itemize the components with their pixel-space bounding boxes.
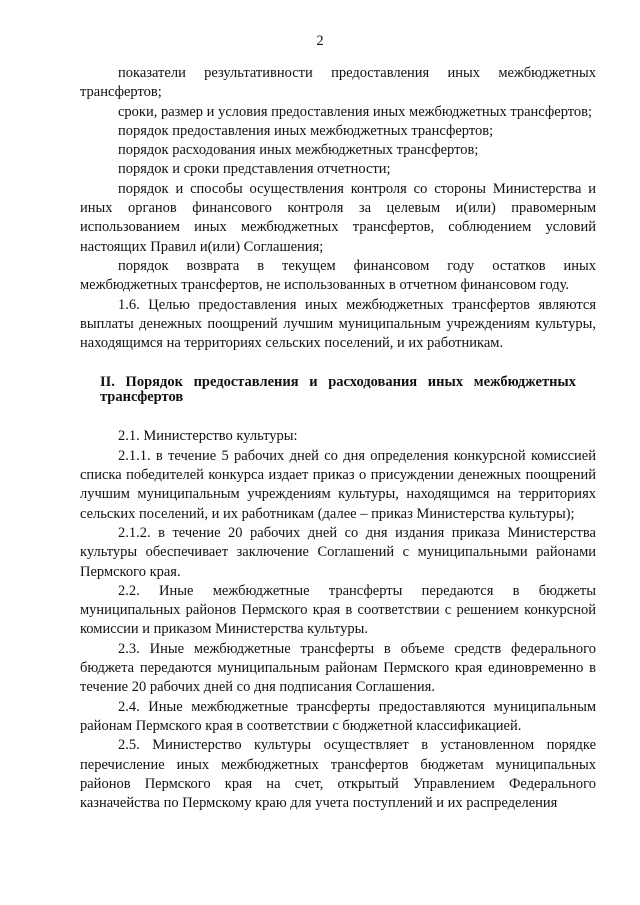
document-body <box>80 64 596 813</box>
paragraph: 2.2. Иные межбюджетные трансферты передаются в бюджеты муниципальных районов Пермского края в соответствии с решением конкурсной комиссии и приказом Министерства культуры. <box>80 582 596 638</box>
section-heading: II. Порядок предоставления и расходования иных межбюджетных трансфертов <box>100 374 576 406</box>
paragraph: порядок предоставления иных межбюджетных трансфертов; <box>118 122 494 139</box>
paragraph: 2.1. Министерство культуры: <box>118 428 298 445</box>
paragraph: порядок возврата в текущем финансовом году остатков иных межбюджетных трансфертов, не использованных в отчетном финансовом году. <box>80 257 596 294</box>
paragraph: порядок и сроки представления отчетности; <box>118 161 391 178</box>
paragraph: 2.3. Иные межбюджетные трансферты в объеме средств федерального бюджета передаются муниципальным районам Пермского края единовременно в течение 20 рабочих дней со дня подписания Соглашения. <box>80 640 596 696</box>
paragraph: показатели результативности предоставления иных межбюджетных трансфертов; <box>80 65 596 101</box>
page-number: 2 <box>316 33 324 49</box>
paragraph: 2.1.2. в течение 20 рабочих дней со дня издания приказа Министерства культуры обеспечивает заключение Соглашений с муниципальными районами Пермского края. <box>80 524 596 580</box>
paragraph: 2.1.1. в течение 5 рабочих дней со дня определения конкурсной комиссией списка победителей конкурса издает приказ о присуждении денежных поощрений лучшим муниципальным учреждениям культуры, находящимся на территориях сельских поселений, и их работникам (далее – приказ Министерства культуры); <box>80 447 596 522</box>
paragraph: 2.5. Министерство культуры осуществляет в установленном порядке перечисление иных межбюджетных трансфертов бюджетам муниципальных районов Пермского края на счет, открытый Управлением Федерального казначейства по Пермскому краю для учета поступлений и их распределения <box>80 737 596 812</box>
paragraph: порядок и способы осуществления контроля со стороны Министерства и иных органов финансового контроля за целевым и(или) правомерным использованием иных межбюджетных трансфертов, соблюдением условий настоящих Правил и(или) Соглашения; <box>80 180 596 255</box>
paragraph: сроки, размер и условия предоставления иных межбюджетных трансфертов; <box>118 103 593 120</box>
paragraph: 2.4. Иные межбюджетные трансферты предоставляются муниципальным районам Пермского края в соответствии с бюджетной классификацией. <box>80 698 596 734</box>
paragraph: 1.6. Целью предоставления иных межбюджетных трансфертов являются выплаты денежных поощрений лучшим муниципальным учреждениям культуры, находящимся на территориях сельских поселений, и их работникам. <box>80 296 596 352</box>
paragraph: порядок расходования иных межбюджетных трансфертов; <box>118 142 479 159</box>
